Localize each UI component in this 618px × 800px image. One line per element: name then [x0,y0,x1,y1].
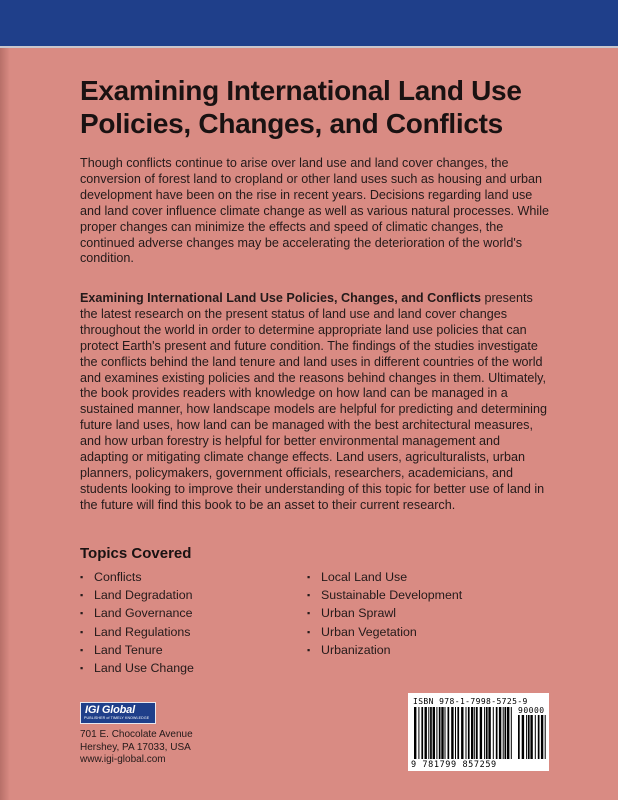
top-band-divider [0,46,618,48]
topic-item: ▪ Land Degradation [80,586,194,604]
bullet-icon: ▪ [307,626,311,637]
topic-item: ▪ Sustainable Development [307,586,462,604]
description-paragraph-1: Though conflicts continue to arise over land use and land cover changes, the conversion of forest land to cropland or other land uses such as housing and urban development have been on the rise in recent years. Decisions regarding land use and land cover influence climate change as well as various natural processes. While proper changes can minimize the effects and speed of climatic changes, the continued adverse changes may be accelerating the deterioration of the world's condition. [80,156,550,266]
bullet-icon: ▪ [307,572,311,582]
bullet-icon: ▪ [80,663,84,674]
book-title [80,74,580,140]
topics-list-column-2 [307,568,462,659]
barcode-bars [414,707,514,759]
bullet-icon: ▪ [80,626,84,637]
bullet-icon: ▪ [80,572,84,582]
ean-digits: 9 781799 857259 [411,760,497,770]
isbn-text: ISBN 978-1-7998-5725-9 [413,697,528,706]
topic-item: ▪ Urban Sprawl [307,604,462,622]
topic-item: ▪ Land Regulations [80,623,194,641]
barcode-addon-bars [518,715,546,759]
topic-item: ▪ Land Use Change [80,659,194,677]
topic-item: ▪ Conflicts [80,568,194,586]
logo-tagline: PUBLISHER of TIMELY KNOWLEDGE [84,716,150,720]
address-line-2: Hershey, PA 17033, USA [80,741,191,753]
description-paragraph-2 [80,291,550,514]
topic-item: ▪ Local Land Use [307,568,462,586]
price-code: 90000 [518,706,545,715]
bullet-icon: ▪ [80,644,84,655]
address-line-1: 701 E. Chocolate Avenue [80,729,193,740]
bullet-icon: ▪ [307,590,311,601]
topic-item: ▪ Urbanization [307,641,462,659]
topic-item: ▪ Urban Vegetation [307,623,462,641]
bullet-icon: ▪ [80,608,84,619]
book-title-inline: Examining International Land Use Policies, Changes, and Conflicts [80,291,481,305]
topics-list-column-1 [80,568,194,677]
topics-heading: Topics Covered [80,545,192,562]
description-paragraph-2-body: presents the latest research on the present status of land use and land cover changes throughout the world in order to determine appropriate land use policies that can protect Earth's present and future condition. The findings of the studies investigate the conflicts behind the land tenure and land uses in different countries of the world and examines existing policies and the reasons behind changes in them. Ultimately, the book provides readers with knowledge on how land can be managed in a sustained manner, how landscape models are helpful for predicting and determining future land uses, how land can be managed with the best architectural measures, and how urban forestry is helpful for better environmental management and adapting or mitigating climate change effects. Land users, agriculturalists, urban planners, policymakers, government officials, researchers, academicians, and students looking to improve their understanding of this topic for better use of land in the future will find this book to be an asset to their current research. [80,291,547,512]
publisher-logo [80,702,156,724]
title-line-2: Policies, Changes, and Conflicts [80,108,503,139]
logo-name: IGI Global [85,704,135,716]
publisher-address [80,729,193,767]
barcode-box [408,693,549,771]
spine-shadow [0,48,10,800]
top-color-band [0,0,618,46]
topic-item: ▪ Land Tenure [80,641,194,659]
bullet-icon: ▪ [307,644,311,655]
bullet-icon: ▪ [80,590,84,601]
bullet-icon: ▪ [307,608,311,619]
publisher-website: www.igi-global.com [80,754,166,766]
title-line-1: Examining International Land Use [80,75,522,106]
topic-item: ▪ Land Governance [80,604,194,622]
